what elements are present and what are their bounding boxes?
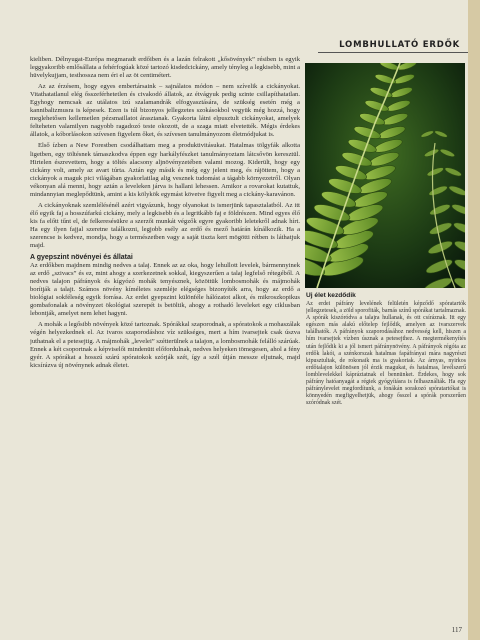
- page-number: 117: [451, 626, 462, 634]
- running-header: [318, 40, 468, 54]
- caption-body: Az erdei páfrány levelének felületén képződő spóratartók jellegzetesek, a zöld sporofiták, barnás színű spórákat tartalmaznak. A spórák kiszóródva a talajra hullanak, és ott csíráznak. Itt egy egészen más alakú előtelep fejlődik, amelyen az ivarszervek találhatók. A páfrányok szaporodásához nedvesség kell, hiszen a hím ivarsejtek vízben úsznak a petesejthez. A megtermékenyítés után fejlődik ki a jól ismert páfránynövény. A páfrányok régóta az erdők lakói, a szénkorszak hatalmas fapáfrányai mára nagyrészt kipusztultak, de rokonaik ma is gyakoriak. Az árnyas, nyirkos erdőtalajon különösen jól érzik magukat, és hatalmas, levélszerű lomblevelekkel kápráztatnak el bennünket. Érdekes, hogy sok páfrány hatóanyagát a régiek gyógyításra is felhasználták. Ha egy páfránylevelet megfordítunk, a fonákán sorakozó spóratartókat is könnyedén megfigyelhetjük, ahogy ősszel a spórák porszerűen szóródnak szét.: [306, 301, 466, 407]
- header-rule: [318, 52, 468, 53]
- fern-photo: [305, 63, 465, 288]
- photo-caption: [306, 292, 466, 592]
- paragraph: kieliben. Délnyugat-Európa megmaradt erdőiben és a lazán felrakott „kősövények” résiben is egyik leggyakoribb emlősállata a fehérfogúak közé tartozó kisdedcickány, amely tényleg a legkisebb, mint a hüvelykujjam, testhossza nem éri el az öt centimétert.: [30, 56, 300, 80]
- paragraph: Az az érzésem, hogy egyes embertársaink – sajnálatos módon – nem szívelik a cickányokat. Vitathatatlanul elég ősszeférhetetlen és civakodó állatok, az étvágyuk pedig szinte csillapíthatatlan. Egyhogy nemcsak az utálatos izú szalamandrák elfogyasztására, de szükség esetén még a kannibalizmusra is képesek. Ezen is túl bizonyos jellegzetes szokásokbol vegyük még hozzá, hogy meglehetősen kellemetlen pézsmaillatot árasztanak. Gyakorta látni elpusztult cickányokat, amelyek felteheten valamilyen nagyobb ragadozó teste okozott, de a szaga miatt elvetették. Mégis érdekes állatok, a kóborlásokon szívesen figyelem őket, és szívesen tanulmányozom életmódjukat is.: [30, 83, 300, 139]
- caption-title: Új élet kezdődik: [306, 292, 356, 299]
- paragraph: A cickányoknak szemlélésénél azért vigyázunk, hogy olyanokat is ismerjünk tapasztalatból. Az itt élő egyik faj a hosszúfarkú cickány, mely a legkisebb és a legritkább faj e földrészen. Mind egyes élő kis fa előtt tűnt el, de felkeresésükre a szerzői munkát végzők egyre gyakoribb leletekről adnak hírt. Ha egy ilyen fajjal szeretne találkozni, legjobb esély az erdő és mező határán kínálkozik. Ha a szerencse is kedvez, mondja, hogy a természetben vagy a saját tiszta kert mögötti rétben is láthatjuk majd.: [30, 201, 300, 250]
- main-text-column: [30, 56, 300, 626]
- running-title: LOMBHULLATÓ ERDŐK: [339, 40, 460, 50]
- fern-illustration: [305, 63, 465, 288]
- section-heading: A gyepszint növényei és állatai: [30, 254, 133, 262]
- paragraph: Első ízben a New Forestben csodálhattam meg a produktivitásukat. Hatalmas tölgyfák alkotta ligetben, egy töltésnek támaszkodva éppen egy harkályfészket tanulmányoztam látcsővön keresztül. Hirtelen észrevettem, hogy a töltés alacsony aljnövényzetében valami mozog. Kiderült, hogy egy cickány volt, amely az avart túrta. Aztán egy másik és még egy jelent meg, és rájöttem, hogy a cickányok a maguk pici világában gyakorlatilag alig vesznek tudomást a tágabb környezetről. Olyan vékonyan alá menni, hogy aztán a leveleken járva is hallani lehessen. Amikor a rovarokat kutattuk, mindannyian meglepődtünk, amint a kis kölykök egymást követve figyelt meg a cickány-karavánon.: [30, 142, 300, 198]
- paragraph: Az erdőkben majdnem mindig nedves a talaj. Ennek az az oka, hogy lehullott levelek, bármennyinek az erdő „szivacs” és ez, mint ahogy a szerkezetnek sokkal, kiegyszerűen a talaj legfelső rétegéből. A nedves talajon páfrányok és kígyózó mohák tenyésznek, közöttük lombosmohák és májmohák borítják a talajt. Számos növény kíméletes szemléje elégséges bizonyíték arra, hogy az erdő a biológiai sokféleség egyik forrása. Az erdei gyepszint különféle hálózatot alkot, és mikroszkopikus gombafonalak a növényzet ökológiai szerepét is betöltik, ahogy a rothadó leveleket egy ciklusban lebontják, amelyet nem lehet hagyni.: [30, 262, 300, 318]
- page-edge: [468, 0, 480, 640]
- paragraph: A mohák a legősibb növények közé tartoznak. Spórákkal szaporodnak, a spóratokok a mohaszálak végén helyezkednek el. Az ivaros szaporodáshoz víz szükséges, mert a hím ivarsejtek csak úszva juthatnak el a petesejtig. A májmohák „levelei” szétterülnek a talajon, a lombosmohák felálló szárúak. Ennek a két csoportnak a képviselői mindenütt előfordulnak, nedves helyeken tömegesen, ahol a fény gyér. A spórákat a hosszú szárú spóratokok szórják szét, így a szél útján messze eljutnak, majd kicsírázva új növénynek adnak életet.: [30, 321, 300, 369]
